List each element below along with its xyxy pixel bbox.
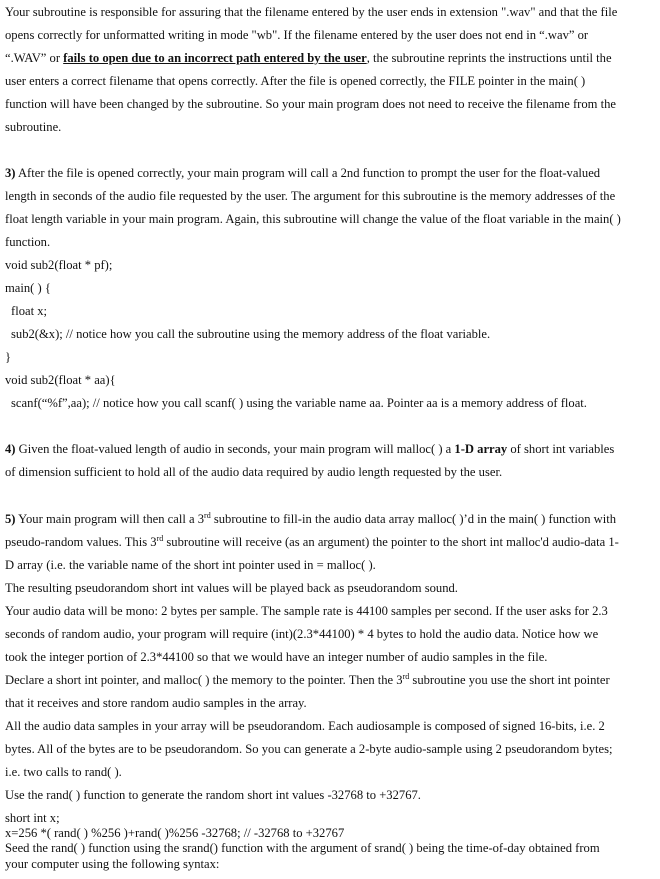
para2-emphasis: fails to open due to an incorrect path entered by the user <box>63 51 367 65</box>
para5-line-1 <box>5 512 616 527</box>
code-line-sub2-def: void sub2(float * aa){ <box>5 373 116 387</box>
code-line-rand-expr: x=256 *( rand( ) %256 )+rand( )%256 -32768; // -32768 to +32767 <box>5 826 345 840</box>
para5-line-2-start: pseudo-random values. This 3 <box>5 535 157 549</box>
para5-line-2 <box>5 535 619 550</box>
para5-line-8 <box>5 673 610 688</box>
para5-line-10: All the audio data samples in your array will be pseudorandom. Each audiosample is composed of signed 16-bits, i.e. 2 <box>5 719 605 733</box>
para5-line-14: Seed the rand( ) function using the srand() function with the argument of srand( ) being the time-of-day obtained from <box>5 841 600 855</box>
para2-line-1: Your subroutine is responsible for assuring that the filename entered by the user ends in extension ".wav" and that the file <box>5 5 618 19</box>
code-line-sub2-call: sub2(&x); // notice how you call the subroutine using the memory address of the float variable. <box>11 327 491 341</box>
para5-line-3: D array (i.e. the variable name of the short int pointer used in = malloc( ). <box>5 558 376 572</box>
para5-line-6: seconds of random audio, your program will require (int)(2.3*44100) * 4 bytes to hold the audio data. Notice how we <box>5 627 599 641</box>
section-5-number: 5) <box>5 512 16 526</box>
para5-line-1-end: subroutine to fill-in the audio data array malloc( )’d in the main( ) function with <box>210 512 617 526</box>
para2-line-3 <box>5 51 612 66</box>
para2-line-5: function will have been changed by the subroutine. So your main program does not need to receive the filename from the <box>5 97 616 111</box>
para4-line-1-start: Given the float-valued length of audio in seconds, your main program will malloc( ) a <box>15 442 455 456</box>
para5-line-7: took the integer portion of 2.3*44100 so that we would have an integer number of audio samples in the file. <box>5 650 548 664</box>
para2-line-3-end: , the subroutine reprints the instructions until the <box>366 51 612 65</box>
para3-line-4: function. <box>5 235 51 249</box>
code-line-scanf: scanf(“%f”,aa); // notice how you call scanf( ) using the variable name aa. Pointer aa is a memory address of float. <box>11 396 587 410</box>
para5-line-2-end: subroutine will receive (as an argument) the pointer to the short int malloc'd audio-data 1- <box>163 535 619 549</box>
section-4-number: 4) <box>5 442 16 456</box>
para5-line-5: Your audio data will be mono: 2 bytes per sample. The sample rate is 44100 samples per second. If the user asks for 2.3 <box>5 604 608 618</box>
superscript-rd: rd <box>204 511 211 520</box>
section-3-number: 3) <box>5 166 16 180</box>
para2-line-2: opens correctly for unformatted writing in mode "wb". If the filename entered by the user does not end in “.wav” or <box>5 28 589 42</box>
code-line-float-decl: float x; <box>11 304 48 318</box>
para2-line-6: subroutine. <box>5 120 62 134</box>
superscript-rd: rd <box>156 534 164 543</box>
para5-line-8-start: Declare a short int pointer, and malloc( ) the memory to the pointer. Then the 3 <box>5 673 403 687</box>
para3-line-2: length in seconds of the audio file requested by the user. The argument for this subroutine is the memory addresses of the <box>5 189 616 203</box>
para4-line-1 <box>5 442 614 457</box>
para5-line-12: i.e. two calls to rand( ). <box>5 765 122 779</box>
superscript-rd: rd <box>402 672 410 681</box>
para3-line-1-text: After the file is opened correctly, your main program will call a 2nd function to prompt the user for the float-valued <box>15 166 601 180</box>
para3-line-3: float length variable in your main program. Again, this subroutine will change the value of the float variable in the main( ) <box>5 212 621 226</box>
para2-line-3-start: “.WAV” or <box>5 51 64 65</box>
para4-emphasis: 1-D array <box>454 442 508 456</box>
para3-line-1 <box>5 166 600 181</box>
code-line-short-decl: short int x; <box>5 811 60 825</box>
para5-line-11: bytes. All of the bytes are to be pseudorandom. So you can generate a 2-byte audio-sample using 2 pseudorandom bytes; <box>5 742 613 756</box>
para4-line-2: of dimension sufficient to hold all of the audio data required by audio length requested by the user. <box>5 465 503 479</box>
code-line-close-brace: } <box>5 350 12 364</box>
para5-line-13: Use the rand( ) function to generate the random short int values -32768 to +32767. <box>5 788 421 802</box>
para5-line-9: that it receives and store random audio samples in the array. <box>5 696 307 710</box>
para5-line-8-end: subroutine you use the short int pointer <box>409 673 610 687</box>
para5-line-15: your computer using the following syntax: <box>5 857 220 871</box>
para5-line-1-start: Your main program will then call a 3 <box>15 512 205 526</box>
para5-line-4: The resulting pseudorandom short int values will be played back as pseudorandom sound. <box>5 581 458 595</box>
code-line-main: main( ) { <box>5 281 51 295</box>
code-line-prototype: void sub2(float * pf); <box>5 258 113 272</box>
para2-line-4: user enters a correct filename that opens correctly. After the file is opened correctly, the FILE pointer in the main( ) <box>5 74 586 88</box>
para4-line-1-end: of short int variables <box>507 442 615 456</box>
